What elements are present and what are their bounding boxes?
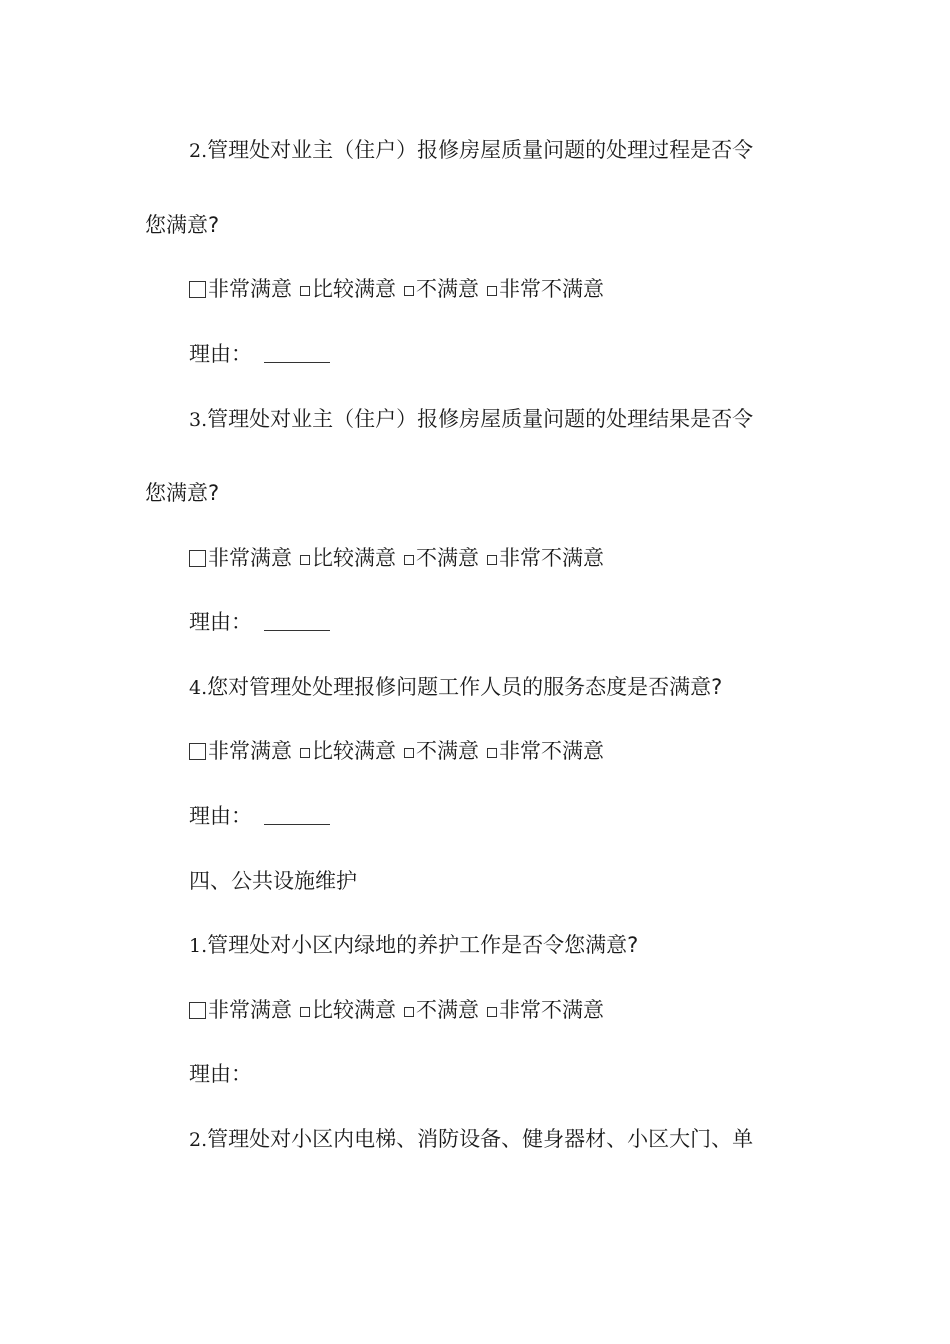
option-very-satisfied[interactable]: 非常满意 — [189, 998, 292, 1022]
reason-row — [189, 607, 330, 637]
checkbox-icon[interactable] — [300, 555, 310, 565]
question-number: 3. — [189, 409, 208, 431]
question-text: 管理处对业主（住户）报修房屋质量问题的处理过程是否令 — [207, 138, 754, 162]
option-very-unsatisfied[interactable]: 非常不满意 — [487, 277, 604, 301]
checkbox-icon[interactable] — [487, 1007, 497, 1017]
checkbox-icon[interactable] — [300, 748, 310, 758]
option-fairly-satisfied[interactable]: 比较满意 — [300, 739, 396, 763]
reason-blank[interactable] — [264, 806, 330, 825]
reason-blank[interactable] — [264, 344, 330, 363]
checkbox-icon[interactable] — [404, 748, 414, 758]
question-text: 管理处对小区内电梯、消防设备、健身器材、小区大门、单 — [207, 1127, 754, 1151]
option-very-satisfied[interactable]: 非常满意 — [189, 546, 292, 570]
options-row — [189, 543, 612, 573]
reason-label: 理由： — [189, 610, 252, 634]
question-iv-2-line1 — [189, 1124, 753, 1155]
reason-row — [189, 339, 330, 369]
reason-label: 理由： — [189, 342, 252, 366]
option-very-unsatisfied[interactable]: 非常不满意 — [487, 739, 604, 763]
question-iv-1-line1 — [189, 930, 638, 961]
question-3-line1 — [189, 404, 753, 435]
question-number: 2. — [189, 1129, 208, 1151]
question-3-line2: 您满意? — [145, 481, 220, 505]
reason-row — [189, 801, 330, 831]
checkbox-icon[interactable] — [404, 555, 414, 565]
question-2-line1 — [189, 135, 753, 166]
options-row — [189, 995, 612, 1025]
checkbox-icon[interactable] — [487, 286, 497, 296]
checkbox-icon[interactable] — [189, 550, 206, 567]
reason-row — [189, 1059, 252, 1089]
option-unsatisfied[interactable]: 不满意 — [404, 739, 479, 763]
options-row — [189, 274, 612, 304]
checkbox-icon[interactable] — [404, 286, 414, 296]
checkbox-icon[interactable] — [189, 281, 206, 298]
option-unsatisfied[interactable]: 不满意 — [404, 546, 479, 570]
checkbox-icon[interactable] — [404, 1007, 414, 1017]
reason-label: 理由： — [189, 804, 252, 828]
option-fairly-satisfied[interactable]: 比较满意 — [300, 277, 396, 301]
checkbox-icon[interactable] — [487, 748, 497, 758]
option-unsatisfied[interactable]: 不满意 — [404, 998, 479, 1022]
option-very-satisfied[interactable]: 非常满意 — [189, 739, 292, 763]
checkbox-icon[interactable] — [487, 555, 497, 565]
reason-label: 理由： — [189, 1062, 252, 1086]
question-number: 4. — [189, 677, 208, 699]
question-number: 1. — [189, 935, 208, 957]
question-2-line2: 您满意? — [145, 213, 220, 237]
option-very-unsatisfied[interactable]: 非常不满意 — [487, 998, 604, 1022]
question-text: 管理处对业主（住户）报修房屋质量问题的处理结果是否令 — [207, 407, 754, 431]
option-fairly-satisfied[interactable]: 比较满意 — [300, 998, 396, 1022]
option-very-unsatisfied[interactable]: 非常不满意 — [487, 546, 604, 570]
reason-blank[interactable] — [264, 612, 330, 631]
checkbox-icon[interactable] — [189, 743, 206, 760]
checkbox-icon[interactable] — [189, 1002, 206, 1019]
options-row — [189, 736, 612, 766]
question-4-line1 — [189, 672, 722, 703]
checkbox-icon[interactable] — [300, 1007, 310, 1017]
section-heading: 四、公共设施维护 — [189, 869, 357, 893]
option-very-satisfied[interactable]: 非常满意 — [189, 277, 292, 301]
option-fairly-satisfied[interactable]: 比较满意 — [300, 546, 396, 570]
question-text: 管理处对小区内绿地的养护工作是否令您满意? — [207, 933, 639, 957]
checkbox-icon[interactable] — [300, 286, 310, 296]
question-number: 2. — [189, 140, 208, 162]
question-text: 您对管理处处理报修问题工作人员的服务态度是否满意? — [207, 675, 723, 699]
option-unsatisfied[interactable]: 不满意 — [404, 277, 479, 301]
